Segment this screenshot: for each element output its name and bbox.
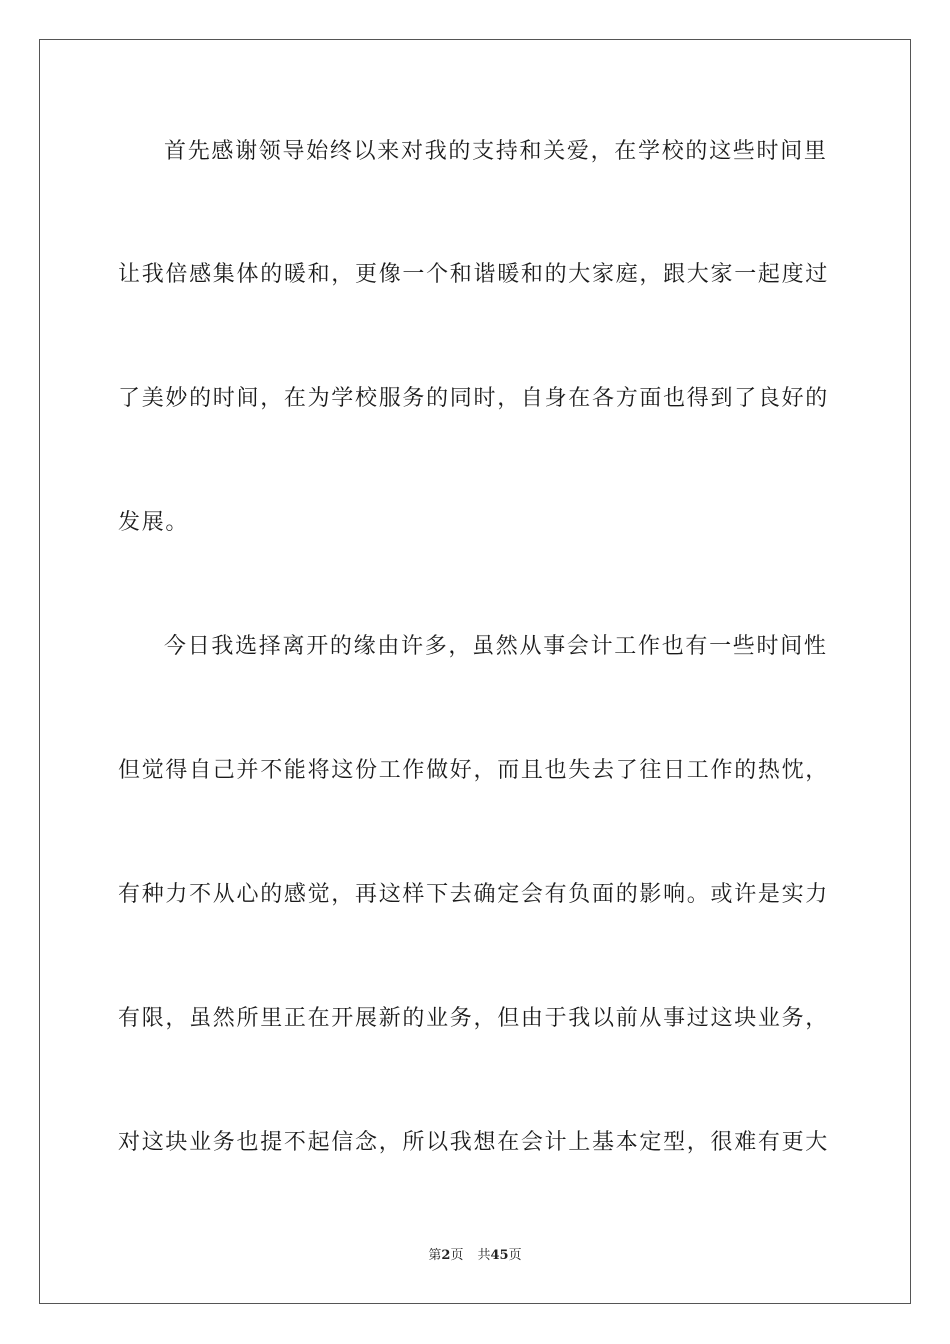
text-line-8: 有限，虽然所里正在开展新的业务，但由于我以前从事过这块业务， — [118, 1006, 830, 1031]
text-line-2: 让我倍感集体的暖和，更像一个和谐暖和的大家庭，跟大家一起度过 — [118, 262, 830, 287]
text-line-3: 了美妙的时间，在为学校服务的同时，自身在各方面也得到了良好的 — [118, 386, 830, 411]
page-suffix: 页 — [450, 1248, 464, 1263]
page-number: 2 — [441, 1248, 451, 1263]
text-line-6: 但觉得自己并不能将这份工作做好，而且也失去了往日工作的热忱， — [118, 758, 830, 783]
text-line-5: 今日我选择离开的缘由许多，虽然从事会计工作也有一些时间性 — [164, 634, 828, 659]
page-prefix: 第 — [428, 1248, 442, 1263]
total-pages: 45 — [490, 1248, 509, 1263]
text-line-4: 发展。 — [118, 510, 190, 535]
text-line-1: 首先感谢领导始终以来对我的支持和关爱，在学校的这些时间里 — [164, 139, 828, 164]
page-footer — [0, 1244, 950, 1263]
total-prefix: 共 — [477, 1248, 491, 1263]
text-line-9: 对这块业务也提不起信念，所以我想在会计上基本定型，很难有更大 — [118, 1130, 830, 1155]
text-line-7: 有种力不从心的感觉，再这样下去确定会有负面的影响。或许是实力 — [118, 882, 830, 907]
page-border — [39, 39, 911, 1304]
total-suffix: 页 — [508, 1248, 522, 1263]
